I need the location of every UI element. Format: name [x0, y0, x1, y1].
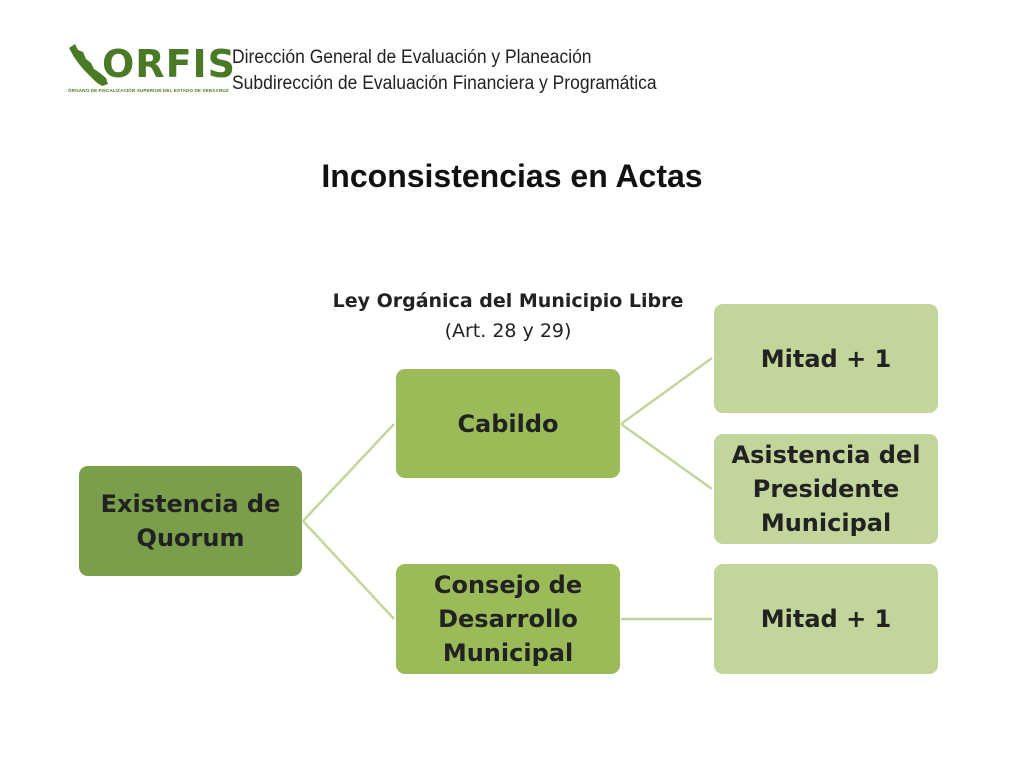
link-root-cabildo [303, 424, 394, 521]
node-consejo-mitad-mas-uno: Mitad + 1 [714, 564, 938, 674]
logo-subtitle: ÓRGANO DE FISCALIZACIÓN SUPERIOR DEL ESTADO DE VERACRUZ [68, 88, 229, 93]
link-cabildo-asistencia [621, 424, 712, 489]
node-cabildo: Cabildo [396, 369, 620, 478]
logo-wordmark: ORFIS [102, 42, 237, 86]
law-article: (Art. 28 y 29) [444, 320, 572, 342]
page-title: Inconsistencias en Actas [321, 158, 703, 194]
law-name: Ley Orgánica del Municipio Libre [332, 290, 684, 312]
header-line-1: Dirección General de Evaluación y Planeación [232, 47, 592, 68]
link-cabildo-mitad [621, 358, 712, 424]
header-line-2: Subdirección de Evaluación Financiera y Programática [232, 73, 657, 94]
node-consejo-de-desarrollo-municipal: Consejo de Desarrollo Municipal [396, 564, 620, 674]
node-existencia-de-quorum: Existencia de Quorum [79, 466, 302, 576]
node-asistencia-del-presidente: Asistencia del Presidente Municipal [714, 434, 938, 544]
link-root-consejo [303, 521, 394, 619]
node-cabildo-mitad-mas-uno: Mitad + 1 [714, 304, 938, 413]
